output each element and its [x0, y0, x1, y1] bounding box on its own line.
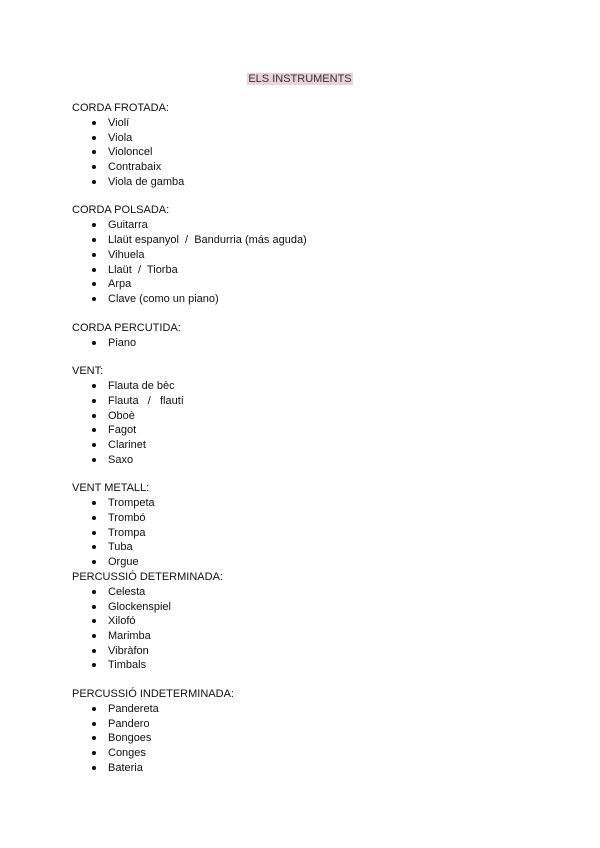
- list-item-label: Marimba: [108, 629, 151, 642]
- title-line: [0, 72, 600, 86]
- list-item-label: Viola de gamba: [108, 175, 185, 188]
- bullet-icon: [92, 545, 96, 549]
- list-item: [72, 263, 532, 278]
- section-spacer: [72, 673, 532, 687]
- list-item-label: Pandero: [108, 717, 150, 730]
- bullet-icon: [92, 634, 96, 638]
- bullet-icon: [92, 751, 96, 755]
- section-corda-polsada: [72, 203, 532, 306]
- list-item-label: Vihuela: [108, 248, 145, 261]
- list-item-label: Celesta: [108, 585, 146, 598]
- list-item: [72, 409, 532, 424]
- section-heading: CORDA FROTADA:: [72, 102, 169, 114]
- list-item-label: Viola: [108, 131, 133, 144]
- list-item-label: Oboè: [108, 409, 135, 422]
- bullet-icon: [92, 238, 96, 242]
- section-corda-percutida: [72, 321, 532, 351]
- list-item-label: Bateria: [108, 761, 143, 774]
- list-item-label: Clave (como un piano): [108, 292, 219, 305]
- list-item-label: Orgue: [108, 556, 139, 569]
- list-item-label: Arpa: [108, 278, 132, 291]
- list-item-label: Violoncel: [108, 146, 153, 159]
- bullet-icon: [92, 501, 96, 505]
- list-item: [72, 746, 532, 761]
- list-item-label: Llaüt espanyol / Bandurria (más aguda): [108, 234, 307, 247]
- instrument-list: [72, 379, 532, 467]
- list-item: [72, 658, 532, 673]
- list-item: [72, 248, 532, 263]
- list-item-label: Vibràfon: [108, 644, 149, 657]
- instrument-list: [72, 496, 532, 569]
- list-item-label: Xilofó: [108, 615, 136, 628]
- bullet-icon: [92, 516, 96, 520]
- list-item: [72, 717, 532, 732]
- list-item-label: Flauta / flautí: [108, 394, 184, 407]
- bullet-icon: [92, 707, 96, 711]
- section-percussio-determinada: [72, 570, 532, 673]
- bullet-icon: [92, 268, 96, 272]
- list-item-label: Piano: [108, 336, 137, 349]
- list-item-label: Timbals: [108, 659, 147, 672]
- bullet-icon: [92, 253, 96, 257]
- list-item: [72, 526, 532, 541]
- section-percussio-indeterminada: [72, 687, 532, 775]
- list-item-label: Trompeta: [108, 497, 155, 510]
- list-item: [72, 511, 532, 526]
- bullet-icon: [92, 121, 96, 125]
- list-item-label: Glockenspiel: [108, 600, 171, 613]
- list-item-label: Bongoes: [108, 732, 152, 745]
- section-heading: PERCUSSIÓ INDETERMINADA:: [72, 687, 234, 700]
- document-content: [72, 101, 532, 775]
- section-heading: PERCUSSIÓ DETERMINADA:: [72, 570, 223, 583]
- list-item: [72, 702, 532, 717]
- section-heading: VENT METALL:: [72, 482, 150, 495]
- section-corda-frotada: [72, 101, 532, 189]
- section-heading: CORDA PERCUTIDA:: [72, 321, 181, 334]
- section-spacer: [72, 467, 532, 481]
- list-item: [72, 379, 532, 394]
- bullet-icon: [92, 443, 96, 447]
- list-item: [72, 277, 532, 292]
- list-item: [72, 453, 532, 468]
- bullet-icon: [92, 180, 96, 184]
- instrument-list: [72, 116, 532, 189]
- bullet-icon: [92, 414, 96, 418]
- document-title: ELS INSTRUMENTS: [248, 73, 352, 85]
- list-item: [72, 131, 532, 146]
- list-item-label: Trompa: [108, 526, 146, 539]
- list-item: [72, 555, 532, 570]
- list-item: [72, 160, 532, 175]
- list-item-label: Tuba: [108, 541, 133, 554]
- section-heading: VENT:: [72, 365, 104, 378]
- instrument-list: [72, 585, 532, 673]
- list-item-label: Clarinet: [108, 439, 146, 451]
- list-item: [72, 175, 532, 190]
- bullet-icon: [92, 605, 96, 609]
- list-item-label: Violí: [108, 117, 130, 129]
- list-item-label: Flauta de bèc: [108, 380, 175, 393]
- bullet-icon: [92, 736, 96, 740]
- bullet-icon: [92, 560, 96, 564]
- list-item: [72, 540, 532, 555]
- list-item: [72, 292, 532, 307]
- list-item-label: Conges: [108, 747, 146, 759]
- bullet-icon: [92, 165, 96, 169]
- bullet-icon: [92, 399, 96, 403]
- list-item: [72, 585, 532, 600]
- bullet-icon: [92, 531, 96, 535]
- list-item: [72, 145, 532, 160]
- list-item: [72, 731, 532, 746]
- list-item: [72, 394, 532, 409]
- list-item: [72, 336, 532, 351]
- list-item: [72, 438, 532, 453]
- list-item: [72, 116, 532, 131]
- section-vent: [72, 364, 532, 467]
- section-vent-metall: [72, 481, 532, 569]
- bullet-icon: [92, 297, 96, 301]
- bullet-icon: [92, 590, 96, 594]
- instrument-list: [72, 218, 532, 306]
- list-item-label: Trombó: [108, 512, 146, 525]
- list-item: [72, 629, 532, 644]
- bullet-icon: [92, 649, 96, 653]
- bullet-icon: [92, 223, 96, 227]
- bullet-icon: [92, 722, 96, 726]
- section-spacer: [72, 307, 532, 321]
- list-item-label: Llaüt / Tiorba: [108, 263, 178, 276]
- list-item: [72, 233, 532, 248]
- bullet-icon: [92, 619, 96, 623]
- section-spacer: [72, 350, 532, 364]
- bullet-icon: [92, 282, 96, 286]
- list-item-label: Contrabaix: [108, 161, 162, 174]
- bullet-icon: [92, 766, 96, 770]
- list-item: [72, 423, 532, 438]
- bullet-icon: [92, 341, 96, 345]
- list-item: [72, 600, 532, 615]
- list-item-label: Saxo: [108, 453, 134, 466]
- list-item: [72, 218, 532, 233]
- bullet-icon: [92, 150, 96, 154]
- list-item: [72, 644, 532, 659]
- list-item-label: Fagot: [108, 424, 137, 437]
- list-item: [72, 614, 532, 629]
- instrument-list: [72, 336, 532, 351]
- list-item: [72, 761, 532, 776]
- bullet-icon: [92, 136, 96, 140]
- list-item-label: Pandereta: [108, 702, 159, 715]
- section-spacer: [72, 189, 532, 203]
- bullet-icon: [92, 428, 96, 432]
- section-heading: CORDA POLSADA:: [72, 204, 170, 217]
- bullet-icon: [92, 384, 96, 388]
- bullet-icon: [92, 458, 96, 462]
- list-item: [72, 496, 532, 511]
- bullet-icon: [92, 663, 96, 667]
- list-item-label: Guitarra: [108, 219, 148, 232]
- instrument-list: [72, 702, 532, 775]
